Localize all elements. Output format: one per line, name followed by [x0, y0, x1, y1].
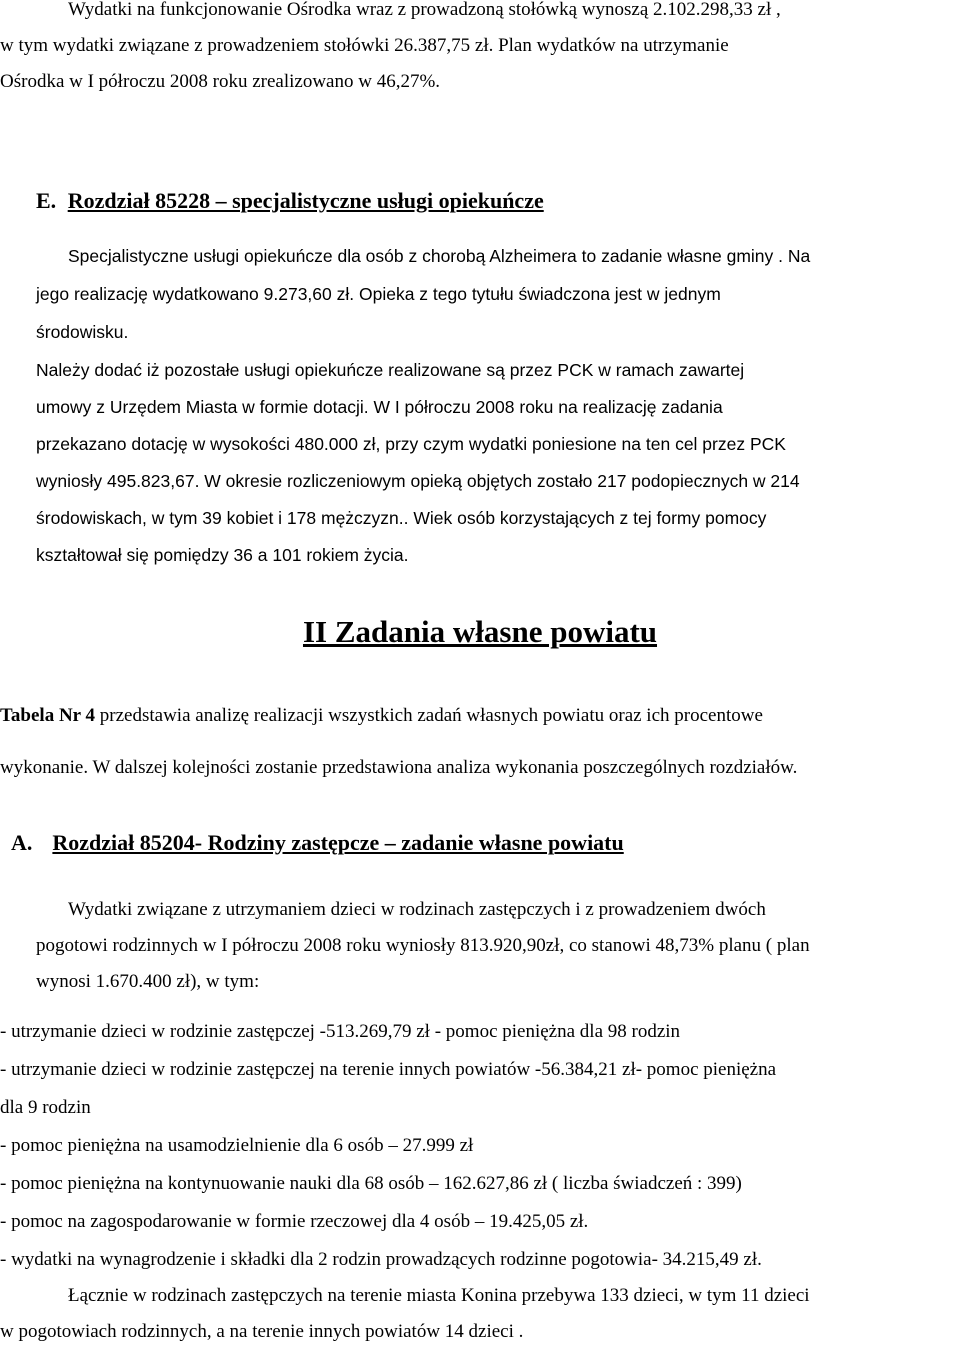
section-a-marker: A.: [11, 830, 33, 855]
part-ii-title: II Zadania własne powiatu: [302, 614, 658, 649]
summary-line-2: w pogotowiach rodzinnych, a na terenie innych powiatów 14 dzieci .: [0, 1321, 524, 1342]
section-e-heading: [36, 183, 544, 219]
part-ii-line-2: wykonanie. W dalszej kolejności zostanie przedstawiona analiza wykonania poszczególnych rozdziałów.: [0, 757, 798, 778]
intro-line-2: w tym wydatki związane z prowadzeniem stołówki 26.387,75 zł. Plan wydatków na utrzymanie: [0, 35, 729, 56]
list-item: - pomoc na zagospodarowanie w formie rzeczowej dla 4 osób – 19.425,05 zł.: [0, 1211, 589, 1232]
section-e-p1-line-3: środowisku.: [36, 322, 129, 342]
part-ii-line-1: [0, 698, 763, 734]
section-a-title: Rozdział 85204- Rodziny zastępcze – zadanie własne powiatu: [52, 830, 624, 855]
section-a-p1-line-1: Wydatki związane z utrzymaniem dzieci w rodzinach zastępczych i z prowadzeniem dwóch: [68, 899, 766, 920]
list-item: - utrzymanie dzieci w rodzinie zastępczej -513.269,79 zł - pomoc pieniężna dla 98 rodzin: [0, 1021, 681, 1042]
section-e-p2-line-4: wyniosły 495.823,67. W okresie rozliczeniowym opieką objętych zostało 217 podopiecznych w 214: [36, 471, 800, 491]
part-ii-line-1-rest: przedstawia analizę realizacji wszystkich zadań własnych powiatu oraz ich procentowe: [95, 705, 763, 726]
section-e-p2-line-1: Należy dodać iż pozostałe usługi opiekuńcze realizowane są przez PCK w ramach zawartej: [36, 360, 745, 380]
section-a-p1-line-2: pogotowi rodzinnych w I półroczu 2008 roku wyniosły 813.920,90zł, co stanowi 48,73% planu ( plan: [36, 935, 810, 956]
section-a-p1-line-3: wynosi 1.670.400 zł), w tym:: [36, 971, 260, 992]
section-e-p1-line-2: jego realizację wydatkowano 9.273,60 zł. Opieka z tego tytułu świadczona jest w jednym: [36, 284, 721, 304]
section-e-marker: E.: [36, 188, 57, 213]
list-item-continuation: dla 9 rodzin: [0, 1097, 91, 1118]
list-item: - wydatki na wynagrodzenie i składki dla 2 rodzin prowadzących rodzinne pogotowia- 34.215,49 zł.: [0, 1249, 762, 1270]
section-e-p2-line-2: umowy z Urzędem Miasta w formie dotacji. W I półroczu 2008 roku na realizację zadania: [36, 397, 723, 417]
summary-line-1: Łącznie w rodzinach zastępczych na terenie miasta Konina przebywa 133 dzieci, w tym 11 dzieci: [68, 1285, 810, 1306]
section-e-p2-line-3: przekazano dotację w wysokości 480.000 zł, przy czym wydatki poniesione na ten cel przez PCK: [36, 434, 786, 454]
list-item: - utrzymanie dzieci w rodzinie zastępczej na terenie innych powiatów -56.384,21 zł- pomoc pieniężna: [0, 1059, 777, 1080]
table-reference: Tabela Nr 4: [0, 705, 96, 726]
section-e-p2-line-6: kształtował się pomiędzy 36 a 101 rokiem życia.: [36, 545, 409, 565]
list-item: - pomoc pieniężna na usamodzielnienie dla 6 osób – 27.999 zł: [0, 1135, 474, 1156]
section-e-title: Rozdział 85228 – specjalistyczne usługi opiekuńcze: [67, 188, 544, 213]
intro-line-1: Wydatki na funkcjonowanie Ośrodka wraz z prowadzoną stołówką wynoszą 2.102.298,33 zł ,: [68, 0, 781, 20]
section-e-p2-line-5: środowiskach, w tym 39 kobiet i 178 mężczyzn.. Wiek osób korzystających z tej formy pomocy: [36, 508, 767, 528]
intro-line-3: Ośrodka w I półroczu 2008 roku zrealizowano w 46,27%.: [0, 71, 441, 92]
list-item: - pomoc pieniężna na kontynuowanie nauki dla 68 osób – 162.627,86 zł ( liczba świadczeń : 399): [0, 1173, 742, 1194]
section-a-heading: [11, 825, 624, 861]
section-e-p1-line-1: Specjalistyczne usługi opiekuńcze dla osób z chorobą Alzheimera to zadanie własne gminy . Na: [68, 246, 811, 266]
